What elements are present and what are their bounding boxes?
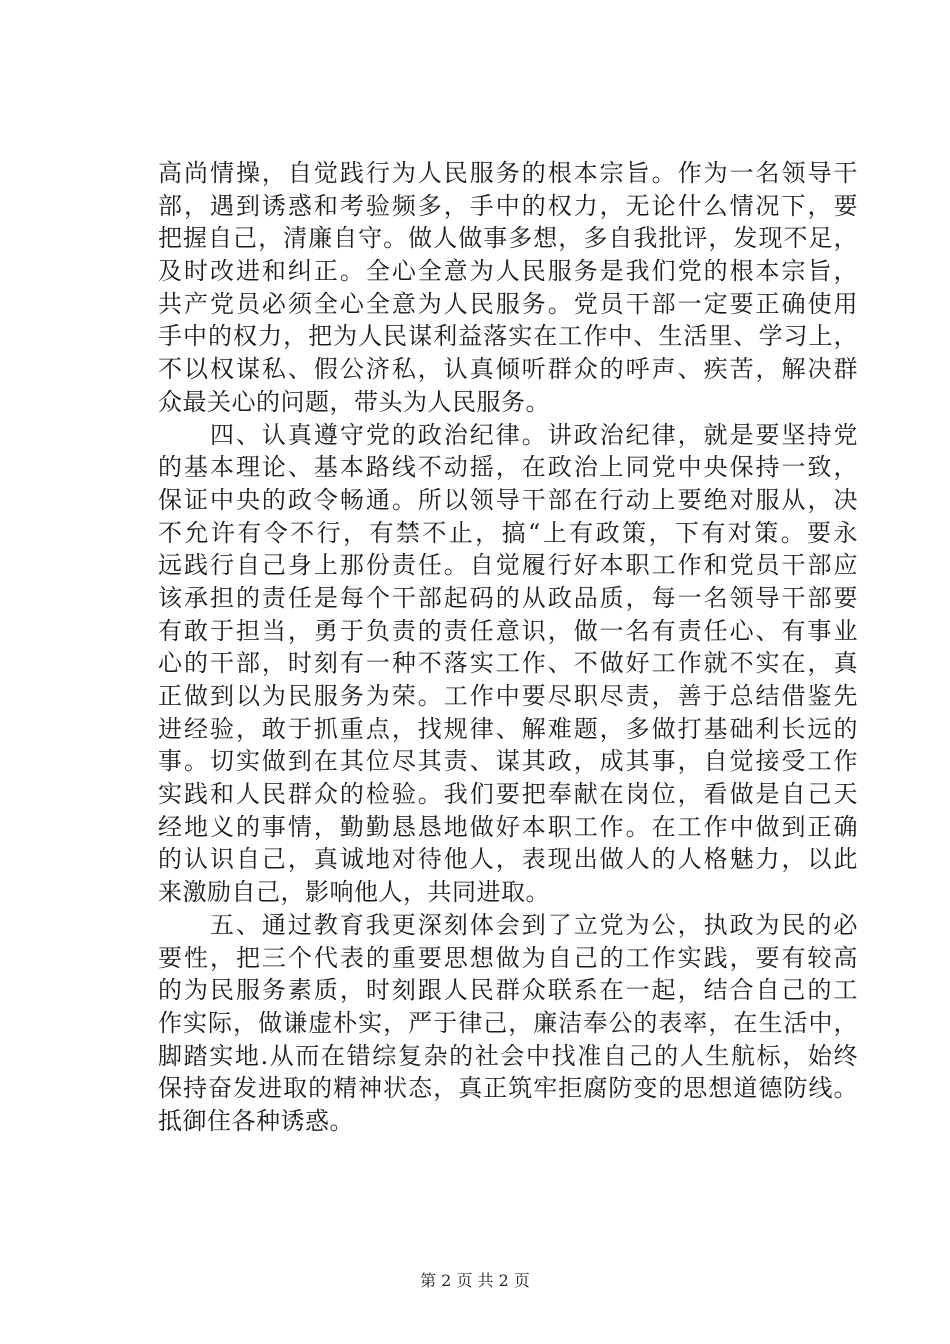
text-line: 五、通过教育我更深刻体会到了立党为公，执政为民的必: [158, 910, 858, 939]
text-line: 保持奋发进取的精神状态，真正筑牢拒腐防变的思想道德防线。: [158, 1074, 858, 1103]
text-line: 来激励自己，影响他人，共同进取。: [158, 878, 550, 907]
page-footer: [0, 1268, 950, 1291]
text-line: 进经验，敢于抓重点，找规律、解难题，多做打基础利长远的: [158, 714, 858, 743]
text-line: 把握自己，清廉自守。做人做事多想，多自我批评，发现不足，: [158, 224, 858, 253]
text-line: 抵御住各种诱惑。: [158, 1106, 354, 1135]
text-line: 不允许有令不行，有禁不止，搞“上有政策，下有对策。要永: [158, 518, 858, 547]
text-line: 远践行自己身上那份责任。自觉履行好本职工作和党员干部应: [158, 551, 858, 580]
text-line: 及时改进和纠正。全心全意为人民服务是我们党的根本宗旨，: [158, 257, 858, 286]
text-line: 心的干部，时刻有一种不落实工作、不做好工作就不实在，真: [158, 649, 858, 678]
text-line: 手中的权力，把为人民谋利益落实在工作中、生活里、学习上，: [158, 322, 858, 351]
text-line: 的为民服务素质，时刻跟人民群众联系在一起，结合自己的工: [158, 976, 858, 1005]
text-line: 部，遇到诱惑和考验频多，手中的权力，无论什么情况下，要: [158, 191, 858, 220]
text-line: 脚踏实地.从而在错综复杂的社会中找准自己的人生航标，始终: [158, 1041, 858, 1070]
text-line: 事。切实做到在其位尽其责、谋其政，成其事，自觉接受工作: [158, 747, 858, 776]
text-line: 实践和人民群众的检验。我们要把奉献在岗位，看做是自己天: [158, 780, 858, 809]
text-line: 作实际，做谦虚朴实，严于律己，廉洁奉公的表率，在生活中，: [158, 1008, 858, 1037]
text-line: 要性，把三个代表的重要思想做为自己的工作实践，要有较高: [158, 943, 858, 972]
page-number-label: 第 2 页 共 2 页: [420, 1271, 530, 1290]
text-line: 四、认真遵守党的政治纪律。讲政治纪律，就是要坚持党: [158, 420, 858, 449]
text-line: 正做到以为民服务为荣。工作中要尽职尽责，善于总结借鉴先: [158, 682, 858, 710]
text-line: 不以权谋私、假公济私，认真倾听群众的呼声、疾苦，解决群: [158, 355, 858, 384]
text-line: 高尚情操，自觉践行为人民服务的根本宗旨。作为一名领导干: [158, 159, 858, 187]
text-line: 保证中央的政令畅通。所以领导干部在行动上要绝对服从，决: [158, 485, 858, 514]
text-line: 共产党员必须全心全意为人民服务。党员干部一定要正确使用: [158, 289, 858, 318]
text-line: 经地义的事情，勤勤恳恳地做好本职工作。在工作中做到正确: [158, 812, 858, 841]
document-body: [158, 157, 858, 1138]
text-line: 的基本理论、基本路线不动摇，在政治上同党中央保持一致，: [158, 453, 858, 482]
text-line: 的认识自己，真诚地对待他人，表现出做人的人格魅力，以此: [158, 845, 858, 874]
text-line: 该承担的责任是每个干部起码的从政品质，每一名领导干部要: [158, 583, 858, 612]
text-line: 有敢于担当，勇于负责的责任意识，做一名有责任心、有事业: [158, 616, 858, 645]
text-line: 众最关心的问题，带头为人民服务。: [158, 387, 550, 416]
